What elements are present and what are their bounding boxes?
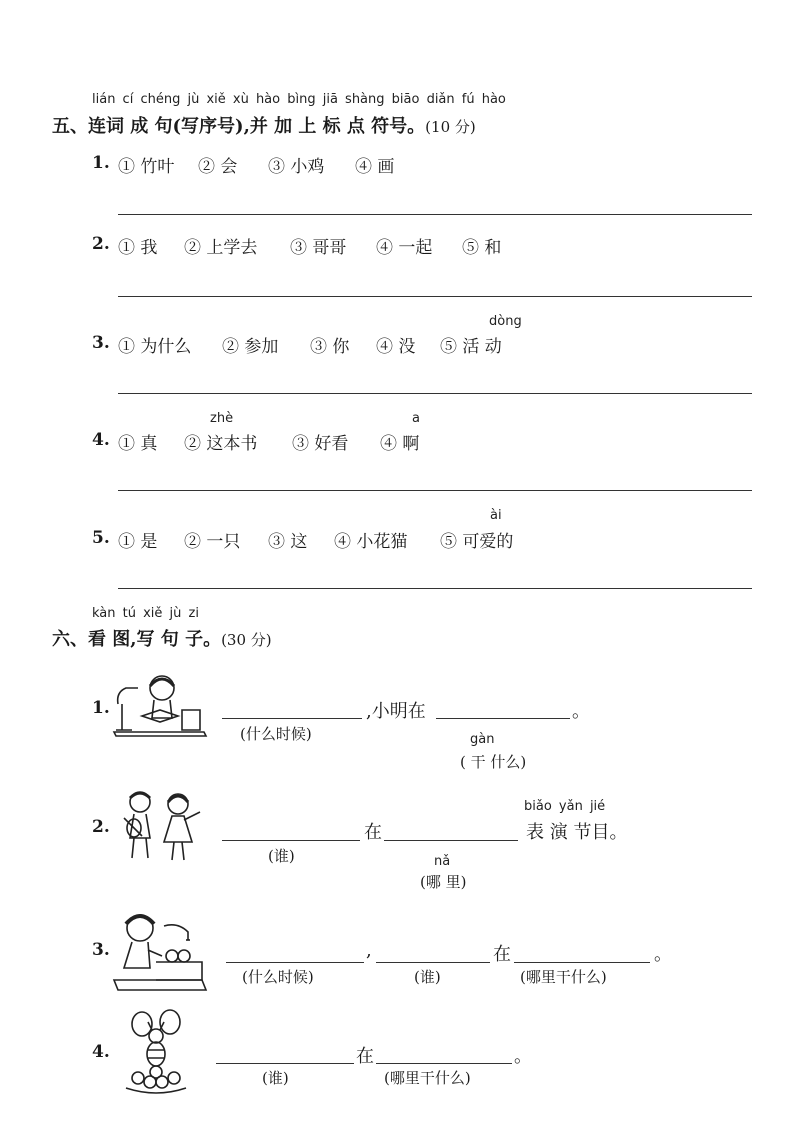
q6-2-blank-where[interactable] <box>384 840 518 841</box>
q6-3-hint-who: (谁) <box>414 968 441 986</box>
q5-4-item-2: ② 这本书 <box>184 434 258 454</box>
q5-4-number: 4. <box>92 430 110 450</box>
children-performing-icon <box>116 788 212 864</box>
q5-2-number: 2. <box>92 234 110 254</box>
q5-2-item-1: ① 我 <box>118 238 158 258</box>
q6-2-hint-who: (谁) <box>268 847 295 865</box>
q5-3-item-1: ① 为什么 <box>118 337 192 357</box>
q6-4-blank-where-what[interactable] <box>376 1063 512 1064</box>
q6-2-pinyin-na: nǎ <box>434 854 451 869</box>
q6-3-number: 3. <box>92 940 110 960</box>
q6-1-blank-doing[interactable] <box>436 718 570 719</box>
q5-5-item-1: ① 是 <box>118 532 158 552</box>
q6-2-pinyin-end: biǎo yǎn jié <box>524 799 606 814</box>
q6-4-text-mid: 在 <box>356 1046 374 1067</box>
q5-1-item-1: ① 竹叶 <box>118 157 175 177</box>
q5-3-answer-line[interactable] <box>118 393 752 394</box>
boy-washing-fruit-icon <box>110 910 210 994</box>
section5-title <box>52 112 476 138</box>
q6-3-blank-who[interactable] <box>376 962 490 963</box>
q6-1-end: 。 <box>572 701 590 722</box>
q6-3-blank-where-what[interactable] <box>514 962 650 963</box>
q5-2-item-3: ③ 哥哥 <box>290 238 347 258</box>
q6-4-end: 。 <box>514 1046 532 1067</box>
q6-2-text-mid: 在 <box>364 822 382 843</box>
q5-4-pinyin-1: zhè <box>210 411 234 426</box>
q6-3-comma: , <box>366 940 372 961</box>
q6-1-number: 1. <box>92 698 110 718</box>
section6-title-text: 六、看 图,写 句 子。 <box>52 629 222 650</box>
q6-3-hint-where-what: (哪里干什么) <box>520 968 607 986</box>
q5-4-item-1: ① 真 <box>118 434 158 454</box>
q5-1-item-4: ④ 画 <box>355 157 395 177</box>
q5-4-item-3: ③ 好看 <box>292 434 349 454</box>
q6-4-hint-who: (谁) <box>262 1069 289 1087</box>
q6-2-number: 2. <box>92 817 110 837</box>
q5-2-item-4: ④ 一起 <box>376 238 433 258</box>
q5-1-item-2: ② 会 <box>198 157 238 177</box>
q5-1-answer-line[interactable] <box>118 214 752 215</box>
q5-4-pinyin-2: a <box>412 411 420 426</box>
q6-1-hint-doing: ( 干 什么) <box>460 753 527 771</box>
section5-pinyin: lián cí chéng jù xiě xù hào bìng jiā shàng biāo diǎn fú hào <box>92 92 506 107</box>
q6-1-pinyin: gàn <box>470 732 495 747</box>
section6-score: (30 分) <box>221 631 272 649</box>
q5-2-answer-line[interactable] <box>118 296 752 297</box>
q5-2-item-5: ⑤ 和 <box>462 238 502 258</box>
q5-5-item-5: ⑤ 可爱的 <box>440 532 514 552</box>
q6-2-text-end: 表 演 节目。 <box>526 822 628 843</box>
section5-title-text: 五、连词 成 句(写序号),并 加 上 标 点 符号。 <box>52 116 426 137</box>
q5-3-pinyin: dòng <box>489 314 522 329</box>
q5-2-item-2: ② 上学去 <box>184 238 258 258</box>
q5-3-item-2: ② 参加 <box>222 337 279 357</box>
q6-1-blank-when[interactable] <box>222 718 362 719</box>
q6-3-end: 。 <box>654 944 672 965</box>
q5-1-item-3: ③ 小鸡 <box>268 157 325 177</box>
section6-pinyin: kàn tú xiě jù zi <box>92 606 199 621</box>
q6-3-text-mid: 在 <box>493 944 511 965</box>
q5-5-item-3: ③ 这 <box>268 532 308 552</box>
q6-3-hint-when: (什么时候) <box>242 968 314 986</box>
q5-5-pinyin: ài <box>490 508 502 523</box>
q5-5-answer-line[interactable] <box>118 588 752 589</box>
q6-2-blank-who[interactable] <box>222 840 360 841</box>
q5-1-number: 1. <box>92 153 110 173</box>
q5-5-item-4: ④ 小花猫 <box>334 532 408 552</box>
q5-4-answer-line[interactable] <box>118 490 752 491</box>
q5-5-number: 5. <box>92 528 110 548</box>
q6-3-blank-when[interactable] <box>226 962 364 963</box>
q6-2-hint-where: (哪 里) <box>420 873 467 891</box>
q6-1-text-mid: ,小明在 <box>366 701 426 722</box>
q6-4-number: 4. <box>92 1042 110 1062</box>
student-reading-at-desk-icon <box>112 670 208 738</box>
q6-1-hint-when: (什么时候) <box>240 725 312 743</box>
q5-4-item-4: ④ 啊 <box>380 434 420 454</box>
section6-title <box>52 625 272 651</box>
q5-3-item-3: ③ 你 <box>310 337 350 357</box>
q5-3-item-4: ④ 没 <box>376 337 416 357</box>
bee-on-flower-icon <box>116 1008 196 1094</box>
q5-5-item-2: ② 一只 <box>184 532 241 552</box>
q6-4-blank-who[interactable] <box>216 1063 354 1064</box>
q6-4-hint-where-what: (哪里干什么) <box>384 1069 471 1087</box>
q5-3-item-5: ⑤ 活 动 <box>440 337 502 357</box>
q5-3-number: 3. <box>92 333 110 353</box>
section5-score: (10 分) <box>425 118 476 136</box>
